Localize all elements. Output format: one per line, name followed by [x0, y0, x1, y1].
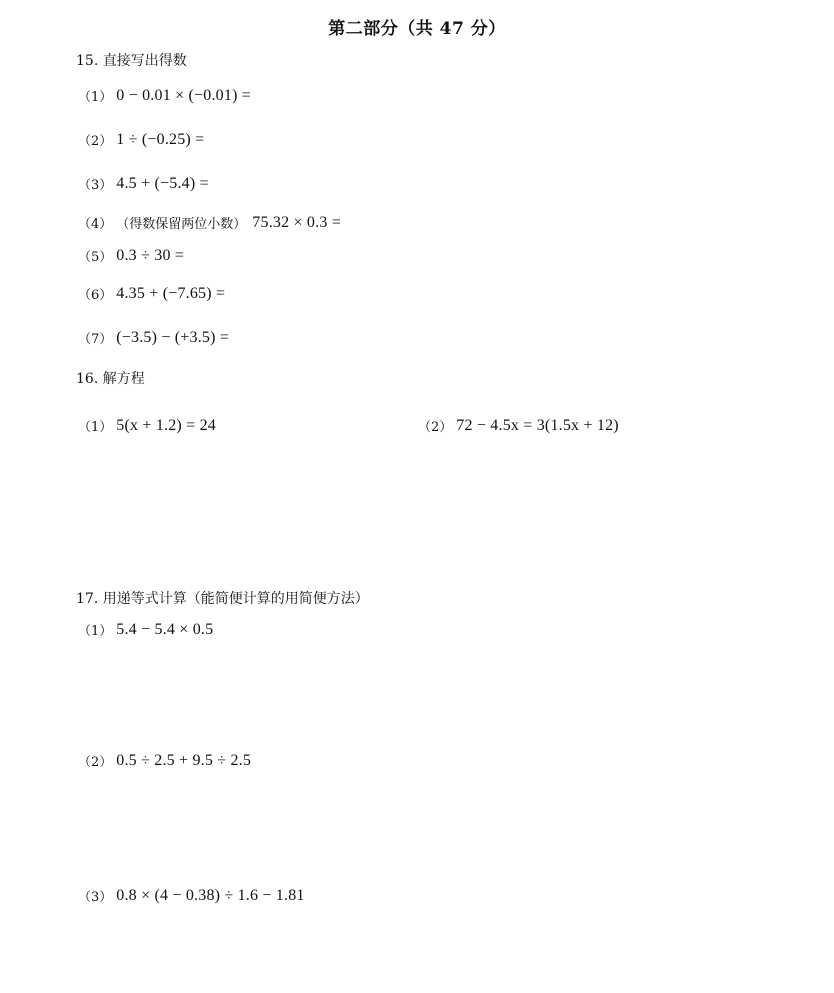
q15-item-3 — [78, 174, 209, 193]
math-expression: 1 ÷ (−0.25) = — [116, 130, 205, 148]
math-expression: 0 − 0.01 × (−0.01) = — [116, 86, 252, 104]
item-number: （1） — [78, 420, 113, 435]
math-expression: 5(x + 1.2) = 24 — [116, 416, 216, 434]
section-title: 第二部分（共 47 分） — [328, 19, 506, 39]
question-15-heading: 15. 直接写出得数 — [76, 53, 187, 69]
q17-item-1 — [78, 620, 213, 639]
q16-item-1 — [78, 416, 216, 435]
q15-item-2 — [78, 130, 204, 149]
item-number: （6） — [78, 288, 113, 303]
item-number: （1） — [78, 624, 113, 639]
math-expression: 75.32 × 0.3 = — [252, 213, 341, 231]
q17-item-3 — [78, 886, 305, 905]
q15-item-6 — [78, 284, 225, 303]
q15-item-4 — [78, 213, 341, 232]
q15-item-7 — [78, 328, 229, 347]
math-expression: 0.8 × (4 − 0.38) ÷ 1.6 − 1.81 — [116, 886, 305, 904]
math-expression: 0.3 ÷ 30 = — [116, 246, 185, 264]
math-expression: (−3.5) − (+3.5) = — [116, 328, 230, 346]
item-number: （2） — [418, 420, 453, 435]
item-number: （2） — [78, 755, 113, 770]
q15-item-5 — [78, 246, 184, 265]
q15-item-1 — [78, 86, 251, 105]
question-16-heading: 16. 解方程 — [76, 371, 145, 387]
math-expression: 5.4 − 5.4 × 0.5 — [116, 620, 214, 638]
question-17-heading: 17. 用递等式计算（能简便计算的用简便方法） — [76, 591, 369, 607]
q17-item-2 — [78, 751, 251, 770]
math-expression: 4.35 + (−7.65) = — [116, 284, 226, 302]
item-number: （1） — [78, 90, 113, 105]
math-expression: 72 − 4.5x = 3(1.5x + 12) — [456, 416, 619, 434]
item-number: （7） — [78, 332, 113, 347]
item-number: （2） — [78, 134, 113, 149]
math-expression: 0.5 ÷ 2.5 + 9.5 ÷ 2.5 — [116, 751, 252, 769]
rounding-note: （得数保留两位小数） — [116, 217, 247, 232]
item-number: （4） — [78, 217, 113, 232]
math-expression: 4.5 + (−5.4) = — [116, 174, 209, 192]
item-number: （3） — [78, 890, 113, 905]
q16-item-2 — [418, 416, 619, 435]
item-number: （5） — [78, 250, 113, 265]
item-number: （3） — [78, 178, 113, 193]
